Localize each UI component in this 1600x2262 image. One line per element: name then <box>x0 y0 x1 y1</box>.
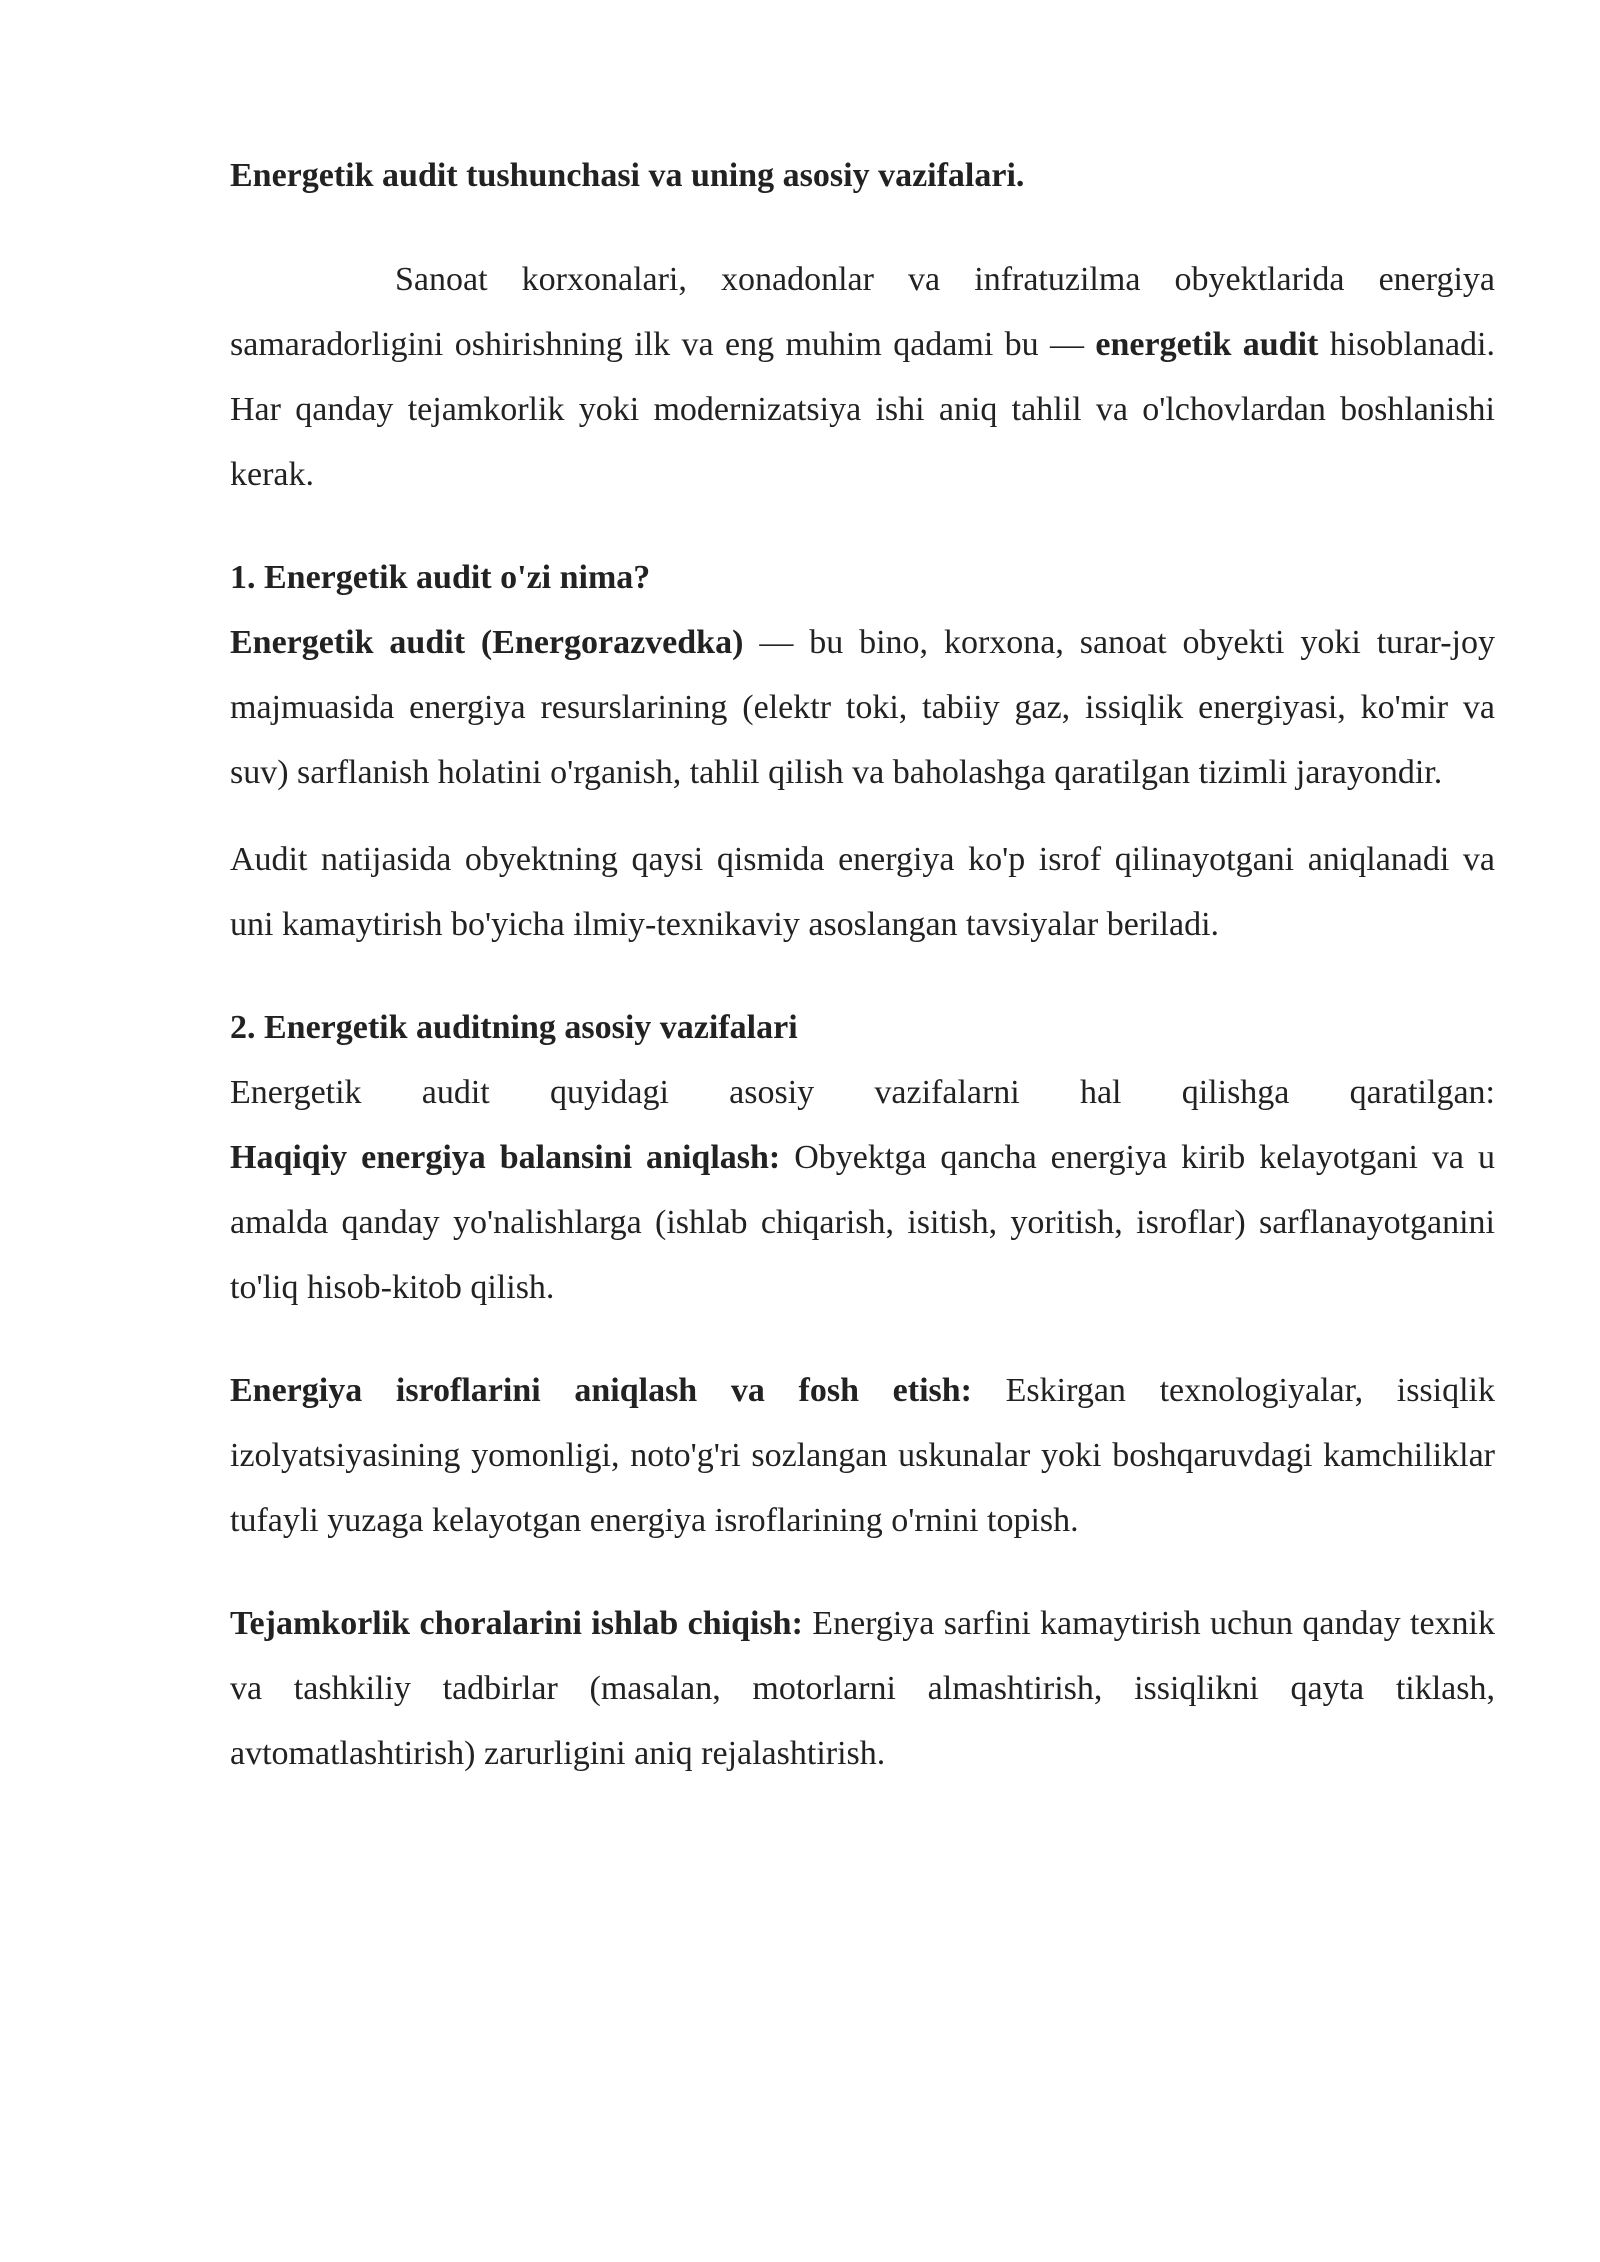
section1-definition-text: — bu bino, korxona, sanoat obyekti yoki turar-joy majmuasida energiya resurslarining (elektr toki, tabiiy gaz, issiqlik energiyasi, ko'mir va suv) sarflanish holatini o'rganish, tahlil qilish va baholashga qaratilgan tizimli jarayondir. <box>230 624 1495 791</box>
section2-task-1 <box>230 1060 1495 1320</box>
intro-bold-term: energetik audit <box>1095 326 1319 363</box>
intro-paragraph <box>230 247 1495 507</box>
section1-definition <box>230 610 1495 805</box>
task-3-title: Tejamkorlik choralarini ishlab chiqish: <box>230 1605 803 1642</box>
section1-heading: 1. Energetik audit o'zi nima? <box>230 559 651 596</box>
intro-text-before: Sanoat korxonalari, xonadonlar va infratuzilma obyektlarida energiya samaradorligini oshirishning ilk va eng muhim qadami bu — <box>230 261 1495 363</box>
section1-definition-term: Energetik audit (Energorazvedka) <box>230 624 744 661</box>
section2-task-3 <box>230 1591 1495 1786</box>
task-2-text: Eskirgan texnologiyalar, issiqlik izolyatsiyasining yomonligi, noto'g'ri sozlangan uskunalar yoki boshqaruvdagi kamchiliklar tufayli yuzaga kelayotgan energiya isroflarining o'rnini topish. <box>230 1372 1496 1539</box>
section2-lead: Energetik audit quyidagi asosiy vazifalarni hal qilishga qaratilgan: <box>230 1074 1495 1111</box>
section2-task-2 <box>230 1358 1495 1553</box>
section2-heading: 2. Energetik auditning asosiy vazifalari <box>230 1009 798 1046</box>
intro-text-after: hisoblanadi. Har qanday tejamkorlik yoki modernizatsiya ishi aniq tahlil va o'lchovlardan boshlanishi kerak. <box>230 326 1495 493</box>
section1-result: Audit natijasida obyektning qaysi qismida energiya ko'p isrof qilinayotgani aniqlanadi va uni kamaytirish bo'yicha ilmiy-texnikaviy asoslangan tavsiyalar beriladi. <box>230 841 1495 943</box>
task-1-title: Haqiqiy energiya balansini aniqlash: <box>230 1139 781 1176</box>
task-1-text: Obyektga qancha energiya kirib kelayotgani va u amalda qanday yo'nalishlarga (ishlab chiqarish, isitish, yoritish, isroflar) sarflanayotganini to'liq hisob-kitob qilish. <box>230 1139 1495 1306</box>
task-3-text: Energiya sarfini kamaytirish uchun qanday texnik va tashkiliy tadbirlar (masalan, motorlarni almashtirish, issiqlikni qayta tiklash, avtomatlashtirish) zarurligini aniq rejalashtirish. <box>230 1605 1495 1772</box>
document-page <box>230 150 1495 1786</box>
document-title: Energetik audit tushunchasi va uning asosiy vazifalari. <box>230 157 1025 194</box>
task-2-title: Energiya isroflarini aniqlash va fosh etish: <box>230 1372 972 1409</box>
